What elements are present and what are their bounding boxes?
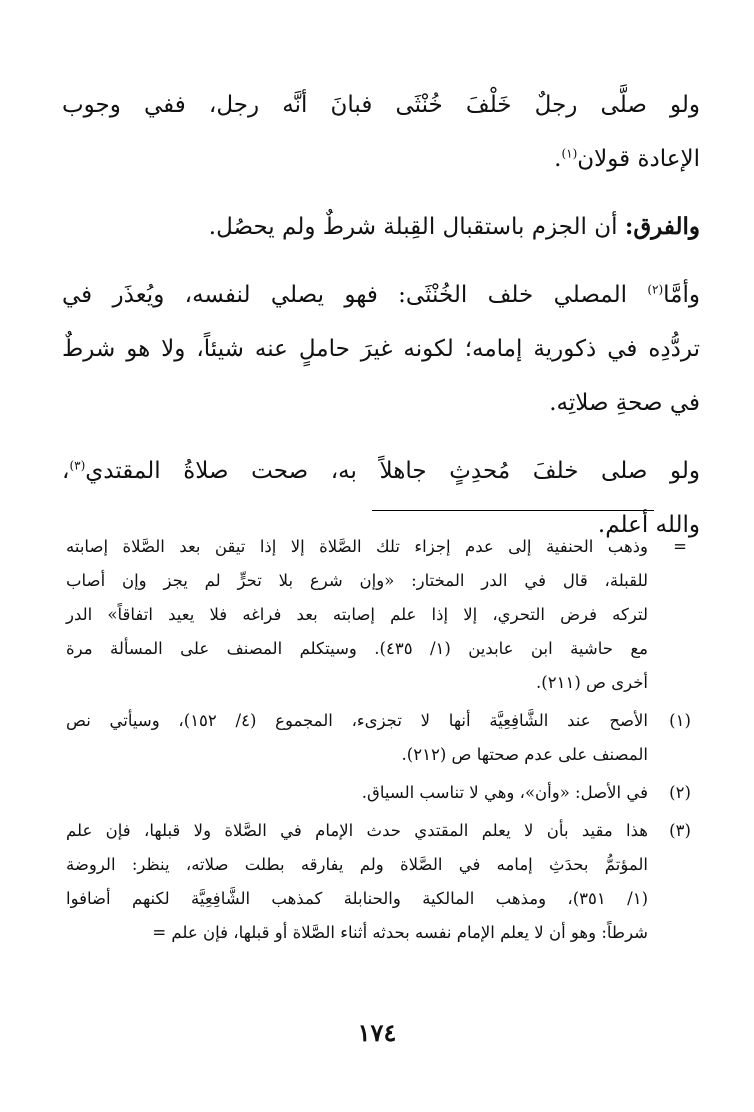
body-text: وأمَّا [663, 282, 700, 308]
footnote-line: شرطاً: وهو أن لا يعلم الإمام نفسه بحدثه أثناء الصَّلاة أو قبلها، فإن علم = [152, 923, 648, 942]
page-number: ١٧٤ [357, 1018, 397, 1047]
footnote-line: مع حاشية ابن عابدين (١/ ٤٣٥). وسيتكلم المصنف على المسألة مرة [66, 639, 648, 658]
footnote-line: (١/ ٣٥١)، ومذهب المالكية والحنابلة كمذهب الشَّافِعِيَّة لكنهم أضافوا [66, 889, 648, 908]
main-text [62, 78, 700, 552]
body-line: والله أعلم. [597, 512, 700, 538]
footnote-1 [66, 704, 702, 772]
footnote-ref[interactable]: (١) [561, 146, 578, 161]
footnote-ref[interactable]: (٣) [69, 458, 86, 473]
footnote-line: هذا مقيد بأن لا يعلم المقتدي حدث الإمام في الصَّلاة ولا قبلها، فإن علم [66, 821, 648, 840]
body-line [62, 200, 700, 254]
body-text: المصلي خلف الخُنْثَى: فهو يصلي لنفسه، ويُعذَر في [62, 282, 648, 308]
body-line [62, 444, 700, 498]
footnote-marker: (١) [669, 711, 691, 730]
footnote-marker: (٢) [669, 783, 691, 802]
footnote-3 [66, 814, 702, 950]
body-line [62, 132, 700, 186]
footnote-marker: = [673, 537, 687, 556]
body-text: الإعادة قولان [577, 146, 700, 172]
footnote-marker: (٣) [669, 821, 691, 840]
footnote-line: وذهب الحنفية إلى عدم إجزاء تلك الصَّلاة إلا إذا تيقن بعد الصَّلاة إصابته [66, 537, 648, 556]
body-text: . [554, 146, 562, 172]
footnote-ref[interactable]: (٢) [647, 282, 664, 297]
footnote-line: لتركه فرض التحري، إلا إذا علم إصابته بعد فراغه فلا يعيد اتفاقاً» الدر [66, 605, 648, 624]
footnote-line: للقبلة، قال في الدر المختار: «وإن شرع بلا تحرٍّ لم يجز وإن أصاب [66, 571, 648, 590]
bold-term: والفرق: [624, 213, 700, 240]
footnote-2 [66, 776, 702, 810]
footnote-separator [372, 510, 654, 511]
body-line: ولو صلَّى رجلٌ خَلْفَ خُنْثَى فبانَ أنَّه رجل، ففي وجوب [62, 92, 700, 118]
footnote-line: المؤتمُّ بحدَثِ إمامه في الصَّلاة ولم يفارقه بطلت صلاته، ينظر: الروضة [66, 855, 648, 874]
body-text: ولو صلى خلفَ مُحدِثٍ جاهلاً به، صحت صلاةُ المقتدي [85, 458, 700, 484]
footnote-line: أخرى ص (٢١١). [536, 673, 648, 692]
body-line: في صحةِ صلاتِه. [549, 390, 700, 416]
body-text: أن الجزم باستقبال القِبلة شرطٌ ولم يحصُل. [208, 214, 625, 240]
footnote-line: المصنف على عدم صحتها ص (٢١٢). [401, 745, 648, 764]
footnotes [66, 530, 702, 954]
footnote-line: في الأصل: «وأن»، وهي لا تناسب السياق. [361, 783, 648, 802]
body-text: ، [62, 458, 70, 484]
body-line: تردُّدِه في ذكورية إمامه؛ لكونه غيرَ حاملٍ عنه شيئاً، ولا هو شرطٌ [62, 336, 700, 362]
body-line [62, 268, 700, 322]
footnote-line: الأصح عند الشَّافِعِيَّة أنها لا تجزىء، المجموع (٤/ ١٥٢)، وسيأتي نص [66, 711, 648, 730]
footnote-continued [66, 530, 702, 700]
